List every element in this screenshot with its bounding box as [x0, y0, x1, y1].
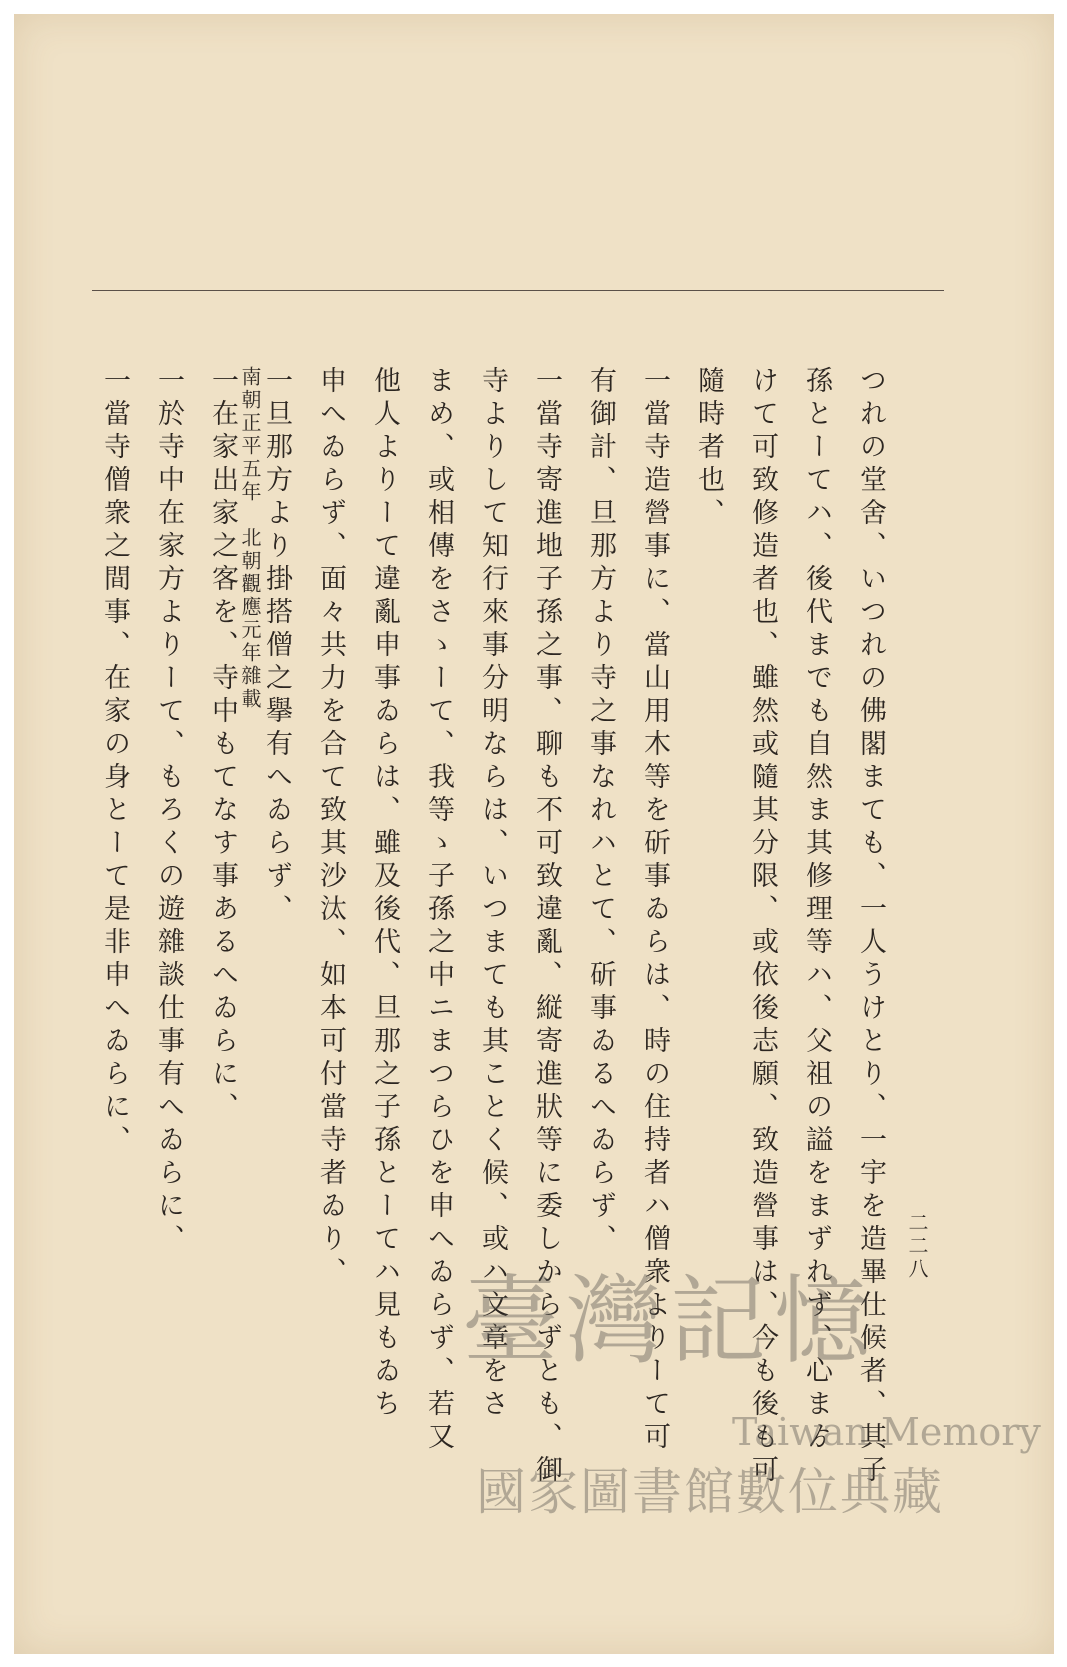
- text-line-13: 一在家出家之客を、寺中もてなす事あるへゐらに、: [207, 366, 238, 1125]
- text-line-6: 有御計、旦那方より寺之事なれハとて、斫事ゐるへゐらず、: [585, 366, 616, 1257]
- text-line-1: つれの堂舍、いつれの佛閣まても、一人うけとり、一宇を造畢仕候者、其子: [855, 366, 886, 1488]
- watermark-logo-chinese: 臺灣記憶: [462, 1265, 878, 1377]
- watermark-library-name: 國家圖書館數位典藏: [476, 1463, 944, 1521]
- text-line-12: 一旦那方より掛搭僧之擧有へゐらず、: [261, 366, 292, 927]
- text-line-3: けて可致修造者也、雖然或隨其分限、或依後志願、致造營事は、今も後も可: [747, 366, 778, 1488]
- page-number: 二二八: [905, 1212, 929, 1281]
- header-rule: [92, 290, 944, 291]
- text-line-10: 他人よりーて違亂申事ゐらは、雖及後代、旦那之子孫とーてハ見もゐち: [369, 366, 400, 1422]
- text-line-8: 寺よりして知行來事分明ならは、いつまても其ことく候、或ハ文章をさ: [477, 366, 508, 1422]
- text-line-14: 一於寺中在家方よりーて、もろくの遊雜談仕事有へゐらに、: [153, 366, 184, 1257]
- document-page: [14, 14, 1054, 1654]
- text-line-2: 孫とーてハ、後代までも自然ま其修理等ハ、父祖の謚をまずれず、心まゟ: [801, 366, 832, 1455]
- text-line-7: 一當寺寄進地子孫之事、聊も不可致違亂、縦寄進狀等に委しからずとも、御: [531, 366, 562, 1488]
- text-line-15: 一當寺僧衆之間事、在家の身とーて是非申へゐらに、: [99, 366, 130, 1158]
- running-title: 南朝正平五年 北朝觀應元年雜載: [238, 366, 262, 711]
- text-line-9: まめ、或相傳をさゝーて、我等ゝ子孫之中ニまつらひを申へゐらず、若又: [423, 366, 454, 1455]
- text-line-4: 隨時者也、: [693, 366, 724, 531]
- watermark-logo-english: Taiwan Memory: [732, 1410, 1041, 1454]
- text-line-11: 申へゐらず、面々共力を合て致其沙汰、如本可付當寺者ゐり、: [315, 366, 346, 1290]
- text-line-5: 一當寺造營事に、當山用木等を斫事ゐらは、時の住持者ハ僧衆よりーて可: [639, 366, 670, 1455]
